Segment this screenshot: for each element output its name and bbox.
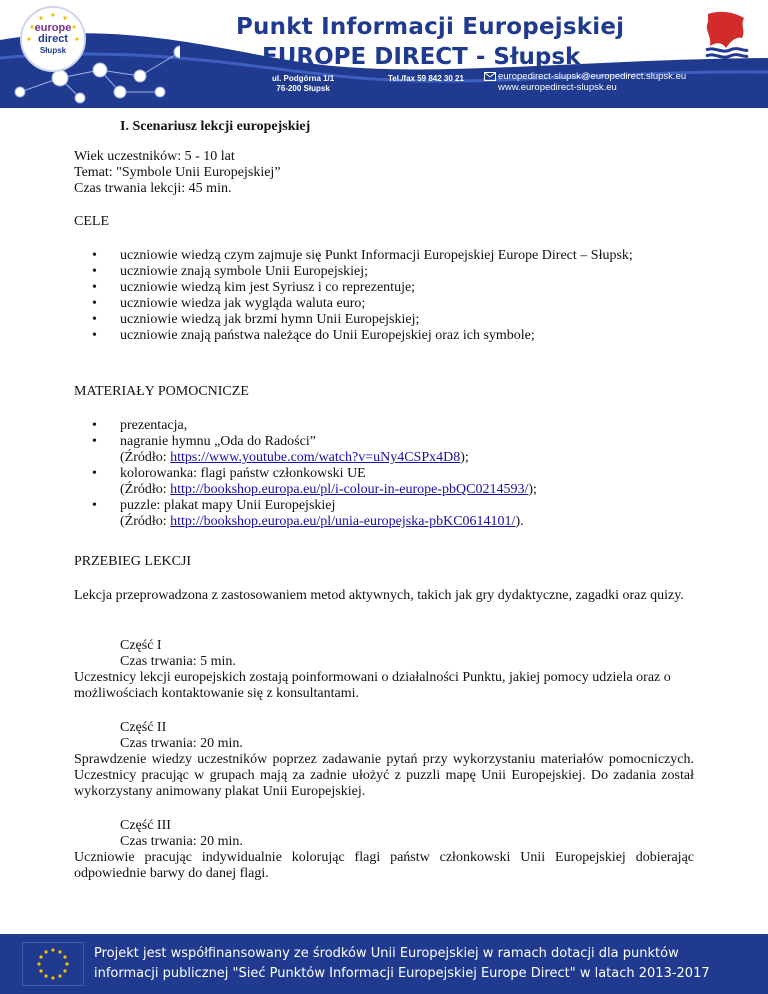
material-text: puzzle: plakat mapy Unii Europejskiej — [120, 498, 336, 513]
source-prefix: (Źródło: — [120, 514, 171, 529]
source-prefix: (Źródło: — [120, 482, 171, 497]
list-item: • uczniowie wiedzą jak brzmi hymn Unii Europejskiej; — [92, 312, 420, 327]
info-topic: Temat: "Symbole Unii Europejskiej” — [74, 165, 281, 180]
logo-text-europe: europe — [34, 22, 72, 34]
logo-text-direct: direct — [38, 33, 68, 45]
header-address — [272, 74, 334, 94]
document-heading: I. Scenariusz lekcji europejskiej — [120, 119, 311, 134]
material-text: kolorowanka: flagi państw członkowski UE — [120, 466, 366, 481]
goal-text: uczniowie znają państwa należące do Unii Europejskiej oraz ich symbole; — [120, 328, 535, 343]
materials-list — [92, 418, 537, 530]
list-item: • uczniowie znają państwa należące do Unii Europejskiej oraz ich symbole; — [92, 328, 535, 343]
footer-line-2: informacji publicznej "Sieć Punktów Informacji Europejskiej Europe Direct" w latach 2013-2017 — [94, 966, 710, 981]
europe-direct-logo — [20, 6, 86, 72]
letterhead — [0, 0, 768, 108]
envelope-icon — [484, 72, 496, 81]
source-link-youtube[interactable]: https://www.youtube.com/watch?v=uNy4CSPx4D8 — [170, 450, 461, 465]
course-intro: Lekcja przeprowadzona z zastosowaniem metod aktywnych, takich jak gry dydaktyczne, zagadki oraz quizy. — [74, 588, 684, 603]
header-subtitle: EUROPE DIRECT - Słupsk — [262, 44, 581, 70]
logo-text-city: Słupsk — [39, 46, 67, 55]
header-email[interactable]: europedirect-slupsk@europedirect.slupsk.eu — [498, 71, 687, 82]
part-2-title: Część II — [120, 720, 167, 735]
course-title: PRZEBIEG LEKCJI — [74, 554, 192, 569]
goal-text: uczniowie wiedzą jak brzmi hymn Unii Europejskiej; — [120, 312, 420, 327]
eu-flag-icon — [22, 942, 84, 986]
header-contact — [498, 71, 686, 93]
list-item: • puzzle: plakat mapy Unii Europejskiej (Źródło: http://bookshop.europa.eu/pl/unia-europejska-pbKC0614101/). — [92, 498, 524, 529]
list-item: • uczniowie wiedzą czym zajmuje się Punkt Informacji Europejskiej Europe Direct – Słupsk; — [92, 248, 633, 263]
footer-banner — [0, 934, 768, 994]
goals-title: CELE — [74, 214, 109, 229]
list-item: • uczniowie wiedza jak wygląda waluta euro; — [92, 296, 366, 311]
list-item: • nagranie hymnu „Oda do Radości” (Źródło: https://www.youtube.com/watch?v=uNy4CSPx4D8); — [92, 434, 469, 465]
goal-text: uczniowie wiedzą czym zajmuje się Punkt Informacji Europejskiej Europe Direct – Słupsk; — [120, 248, 633, 263]
part-2-duration: Czas trwania: 20 min. — [120, 736, 243, 751]
address-street: ul. Podgórna 1/1 — [272, 74, 335, 83]
goal-text: uczniowie wiedza jak wygląda waluta euro; — [120, 296, 366, 311]
footer-line-1: Projekt jest współfinansowany ze środków Unii Europejskiej w ramach dotacji dla punktów — [94, 946, 679, 961]
list-item: • uczniowie wiedzą kim jest Syriusz i co reprezentuje; — [92, 280, 416, 295]
part-1-title: Część I — [120, 638, 162, 653]
header-website[interactable]: www.europedirect-slupsk.eu — [498, 82, 617, 93]
source-link-colouring[interactable]: http://bookshop.europa.eu/pl/i-colour-in-europe-pbQC0214593/ — [170, 482, 529, 497]
griffin-crest-icon — [700, 8, 752, 60]
part-3-text: Uczniowie pracując indywidualnie kolorując flagi państw członkowski Unii Europejskiej dobierając odpowiednie barwy do danej flagi. — [74, 850, 694, 881]
source-suffix: ). — [515, 514, 524, 529]
materials-title: MATERIAŁY POMOCNICZE — [74, 384, 249, 399]
list-item: • prezentacja, — [92, 418, 188, 433]
part-2-text: Sprawdzenie wiedzy uczestników poprzez zadawanie pytań przy wykorzystaniu materiałów pomocniczych. Uczestnicy pracując w grupach mają za zadnie ułożyć z puzzli mapę Unii Europejskiej. Do zadania został wykorzystany animowany plakat Unii Europejskiej. — [74, 752, 694, 799]
part-1-text: Uczestnicy lekcji europejskich zostają poinformowani o działalności Punktu, jakiej pomocy udziela oraz o możliwościach kontaktowanie się z konsultantami. — [74, 670, 671, 701]
header-phone: Tel./fax 59 842 30 21 — [388, 74, 464, 83]
source-suffix: ); — [528, 482, 537, 497]
address-city: 76-200 Słupsk — [276, 84, 330, 93]
part-3-title: Część III — [120, 818, 171, 833]
info-duration: Czas trwania lekcji: 45 min. — [74, 181, 232, 196]
list-item: • uczniowie znają symbole Unii Europejskiej; — [92, 264, 369, 279]
info-age: Wiek uczestników: 5 - 10 lat — [74, 149, 235, 164]
source-prefix: (Źródło: — [120, 450, 171, 465]
source-link-puzzle[interactable]: http://bookshop.europa.eu/pl/unia-europejska-pbKC0614101/ — [170, 514, 516, 529]
material-text: nagranie hymnu „Oda do Radości” — [120, 434, 316, 449]
part-3-duration: Czas trwania: 20 min. — [120, 834, 243, 849]
source-suffix: ); — [460, 450, 469, 465]
material-text: prezentacja, — [120, 418, 188, 433]
list-item: • kolorowanka: flagi państw członkowski UE (Źródło: http://bookshop.europa.eu/pl/i-colour-in-europe-pbQC0214593/); — [92, 466, 537, 497]
goal-text: uczniowie wiedzą kim jest Syriusz i co reprezentuje; — [120, 280, 416, 295]
part-1-duration: Czas trwania: 5 min. — [120, 654, 236, 669]
header-title: Punkt Informacji Europejskiej — [236, 14, 625, 40]
goal-text: uczniowie znają symbole Unii Europejskiej; — [120, 264, 369, 279]
goals-list — [92, 248, 633, 344]
